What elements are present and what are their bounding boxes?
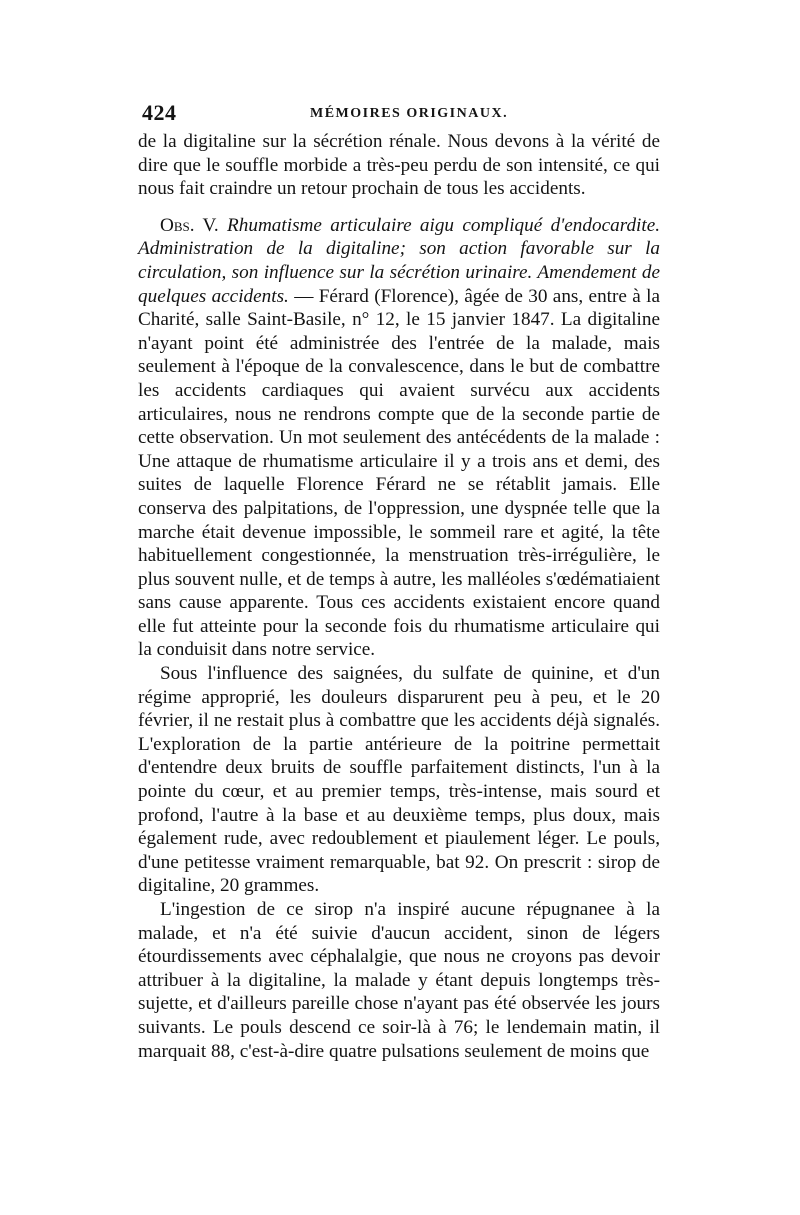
observation-label: Obs. V. xyxy=(160,214,219,236)
paragraph-ingestion: L'ingestion de ce sirop n'a inspiré aucune répugnanee à la malade, et n'a été suivie d'aucun accident, sinon de légers étourdissements avec céphalalgie, que nous ne croyons pas devoir attribuer à la digitaline, la malade y étant depuis longtemps très-sujette, et d'ailleurs pareille chose n'ayant pas été observée les jours suivants. Le pouls descend ce soir-là à 76; le lendemain matin, il marquait 88, c'est-à-dire quatre pulsations seulement de moins que xyxy=(138,899,660,1062)
observation-paragraph xyxy=(138,214,660,662)
paragraph-treatment: Sous l'influence des saignées, du sulfate de quinine, et d'un régime approprié, les douleurs disparurent peu à peu, et le 20 février, il ne restait plus à combattre que les accidents déjà signalés. L'exploration de la partie antérieure de la poitrine permettait d'entendre deux bruits de souffle parfaitement distincts, l'un à la pointe du cœur, et au premier temps, très-intense, mais sourd et profond, l'autre à la base et au deuxième temps, plus doux, mais également rude, avec redoublement et piaulement léger. Le pouls, d'une petitesse vraiment remarquable, bat 92. On prescrit : sirop de digitaline, 20 grammes. xyxy=(138,663,660,897)
running-title: MÉMOIRES ORIGINAUX. xyxy=(310,106,509,121)
running-head xyxy=(138,96,660,130)
page-number: 424 xyxy=(142,100,177,125)
observation-body: — Férard (Florence), âgée de 30 ans, entre à la Charité, salle Saint-Basile, n° 12, le 15 janvier 1847. La digitaline n'ayant point été administrée des l'entrée de la malade, mais seulement à l'époque de la convalescence, dans le but de combattre les accidents cardiaques qui avaient survécu aux accidents articulaires, nous ne rendrons compte que de la seconde partie de cette observation. Un mot seulement des antécédents de la malade : Une attaque de rhumatisme articulaire il y a trois ans et demi, des suites de laquelle Florence Férard ne se rétablit jamais. Elle conserva des palpitations, de l'oppression, une dyspnée telle que la marche était devenue impossible, le sommeil rare et agité, la tête habituellement congestionnée, la menstruation très-irrégulière, le plus souvent nulle, et de temps à autre, les malléoles s'œdématiaient sans cause apparente. Tous ces accidents existaient encore quand elle fut atteinte pour la seconde fois du rhumatisme articulaire qui la conduisit dans notre service. xyxy=(138,285,660,661)
book-page xyxy=(138,96,660,1063)
paragraph-continuation: de la digitaline sur la sécrétion rénale. Nous devons à la vérité de dire que le souffle morbide a très-peu perdu de son intensité, ce qui nous fait craindre un retour prochain de tous les accidents. xyxy=(138,131,660,200)
body-text xyxy=(138,130,660,1063)
observation-title: Rhumatisme articulaire aigu compliqué d'endocardite. Administration de la digitaline; son action favorable sur la circulation, son influence sur la sécrétion urinaire. Amendement de quelques accidents. xyxy=(138,214,661,307)
